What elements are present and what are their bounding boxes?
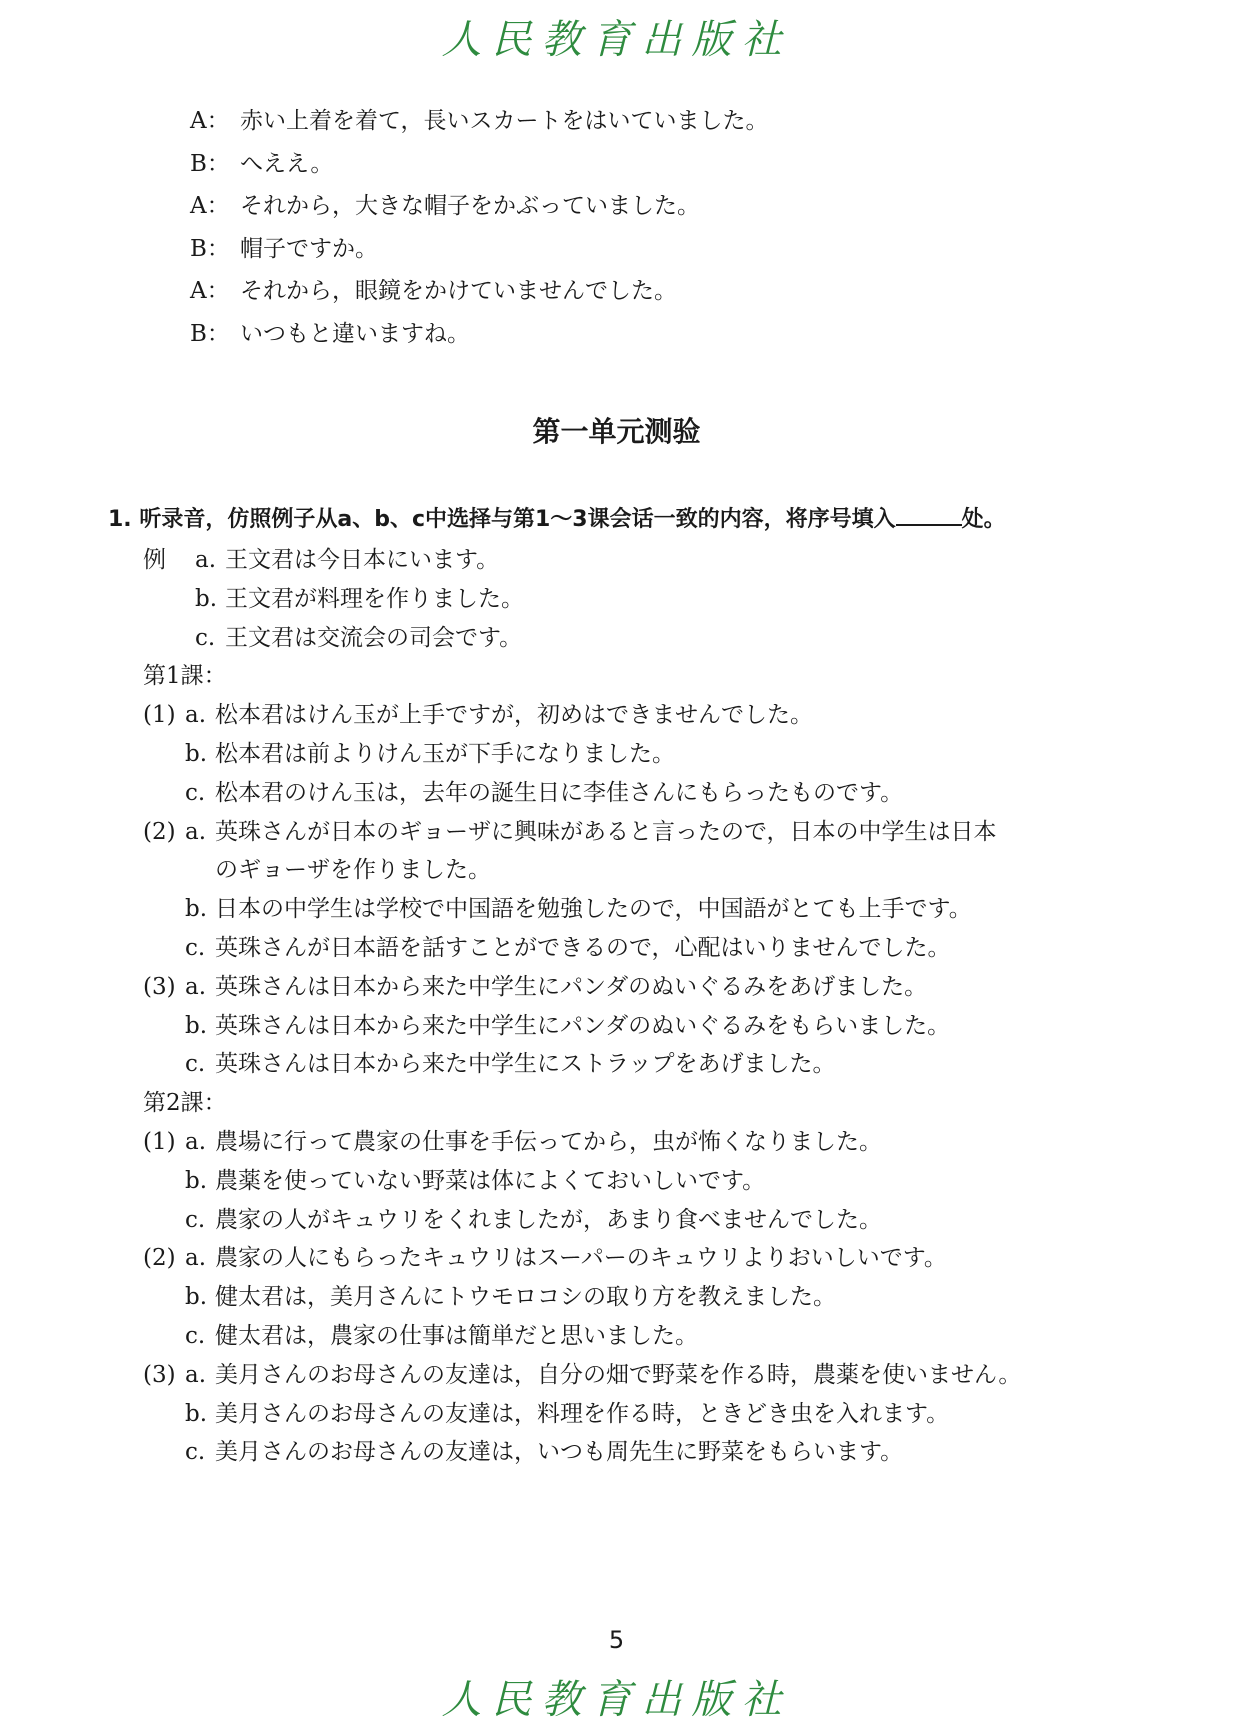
option-text: 日本の中学生は学校で中国語を勉強したので，中国語がとても上手です。	[215, 896, 972, 923]
text-row	[185, 773, 903, 813]
option-letter: c.	[185, 1051, 206, 1078]
text-row	[143, 540, 499, 580]
option-text: 美月さんのお母さんの友達は，いつも周先生に野菜をもらいます。	[215, 1439, 904, 1466]
text-row	[143, 1083, 227, 1123]
option-letter: a.	[185, 1129, 207, 1155]
option-text: 健太君は，美月さんにトウモロコシの取り方を教えました。	[215, 1284, 836, 1311]
option-text-continued: のギョーザを作りました。	[215, 857, 491, 884]
question-text-end: 处。	[961, 507, 1006, 532]
text-row	[143, 967, 927, 1007]
text-row	[185, 734, 675, 774]
option-letter: a.	[185, 702, 207, 729]
option-text: 王文君は交流会の司会です。	[225, 624, 523, 651]
dialog-text: それから，大きな帽子をかぶっていました。	[240, 193, 700, 219]
option-letter: b.	[185, 1400, 208, 1427]
text-row	[185, 1161, 765, 1201]
text-row	[185, 1277, 836, 1317]
option-text: 王文君が料理を作りました。	[225, 585, 524, 612]
option-letter: a.	[185, 973, 207, 1000]
text-row	[143, 695, 813, 735]
option-letter: c.	[185, 1206, 206, 1233]
dialog-text: それから，眼鏡をかけていませんでした。	[240, 278, 677, 304]
example-label: 例	[143, 547, 166, 573]
text-row	[195, 579, 524, 619]
option-letter: a.	[185, 1361, 207, 1388]
item-number: (3)	[143, 973, 176, 1000]
dialog-speaker: A：	[190, 193, 230, 219]
text-row	[143, 812, 997, 852]
option-text: 英珠さんは日本から来た中学生にストラップをあげました。	[215, 1051, 836, 1078]
dialog-speaker: A：	[190, 108, 230, 134]
option-letter: b.	[195, 585, 218, 612]
option-letter: c.	[185, 1439, 206, 1466]
item-number: (2)	[143, 1245, 176, 1272]
item-number: (1)	[143, 1129, 176, 1155]
option-text: 英珠さんは日本から来た中学生にパンダのぬいぐるみをあげました。	[215, 973, 928, 1000]
option-text: 松本君は前よりけん玉が下手になりました。	[215, 741, 675, 767]
option-letter: a.	[195, 547, 217, 573]
text-row	[185, 1316, 698, 1356]
option-text: 英珠さんが日本のギョーザに興味があると言ったので，日本の中学生は日本	[215, 818, 997, 845]
option-text: 松本君はけん玉が上手ですが，初めはできませんでした。	[215, 702, 813, 729]
option-text: 英珠さんが日本語を話すことができるので，心配はいりませんでした。	[215, 935, 951, 961]
option-letter: b.	[185, 896, 208, 923]
option-letter: a.	[185, 818, 207, 845]
dialog-line	[190, 228, 769, 271]
question-number: 1.	[108, 507, 132, 532]
dialog-line	[190, 143, 769, 186]
dialog-text: 帽子ですか。	[240, 235, 378, 262]
dialog-line	[190, 185, 769, 228]
option-text: 農家の人がキュウリをくれましたが，あまり食べませんでした。	[215, 1206, 882, 1233]
text-row	[195, 618, 522, 658]
option-letter: c.	[185, 779, 206, 806]
option-text: 王文君は今日本にいます。	[225, 547, 500, 573]
text-row	[185, 889, 972, 929]
text-row	[215, 850, 491, 890]
option-letter: c.	[195, 624, 216, 651]
dialog-line	[190, 100, 769, 143]
option-letter: b.	[185, 1167, 208, 1194]
dialog-speaker: B：	[190, 235, 230, 262]
text-row	[185, 1044, 836, 1084]
text-row	[143, 1238, 947, 1278]
dialog-block	[190, 100, 769, 355]
option-text: 松本君のけん玉は，去年の誕生日に李佳さんにもらったものです。	[215, 779, 904, 806]
dialog-speaker: B：	[190, 150, 230, 177]
text-row	[143, 656, 227, 696]
publisher-logo-bottom: 人民教育出版社	[441, 1677, 792, 1723]
option-letter: b.	[185, 1284, 208, 1311]
dialog-speaker: A：	[190, 278, 230, 304]
page-number: 5	[608, 1626, 625, 1654]
option-text: 農薬を使っていない野菜は体によくておいしいです。	[215, 1167, 766, 1194]
text-row	[185, 1394, 949, 1434]
text-row	[185, 1006, 950, 1046]
option-text: 美月さんのお母さんの友達は，料理を作る時，ときどき虫を入れます。	[215, 1400, 950, 1427]
text-row	[185, 1200, 882, 1240]
dialog-text: へええ。	[240, 150, 334, 177]
dialog-line	[190, 270, 769, 313]
lesson-title: 第1課：	[143, 663, 227, 690]
option-text: 英珠さんは日本から来た中学生にパンダのぬいぐるみをもらいました。	[215, 1012, 951, 1039]
text-row	[185, 928, 951, 968]
option-text: 美月さんのお母さんの友達は，自分の畑で野菜を作る時，農薬を使いません。	[215, 1361, 1022, 1388]
answer-blank	[896, 504, 962, 526]
option-letter: c.	[185, 1323, 206, 1349]
text-row	[185, 1432, 903, 1472]
dialog-text: いつもと違いますね。	[240, 320, 470, 347]
section-title: 第一单元测验	[532, 415, 701, 448]
dialog-text: 赤い上着を着て，長いスカートをはいていました。	[240, 108, 769, 134]
option-letter: b.	[185, 1012, 208, 1039]
option-text: 農家の人にもらったキュウリはスーパーのキュウリよりおいしいです。	[215, 1245, 947, 1272]
dialog-line	[190, 313, 769, 356]
option-letter: c.	[185, 935, 206, 961]
question-prompt	[108, 502, 1006, 533]
option-text: 健太君は，農家の仕事は簡単だと思いました。	[215, 1323, 698, 1349]
option-text: 農場に行って農家の仕事を手伝ってから，虫が怖くなりました。	[215, 1129, 882, 1155]
option-letter: b.	[185, 741, 208, 767]
item-number: (1)	[143, 702, 176, 729]
text-row	[143, 1355, 1021, 1395]
question-text: 听录音，仿照例子从a、b、c中选择与第1～3课会话一致的内容，将序号填入	[139, 507, 896, 532]
lesson-title: 第2課：	[143, 1090, 227, 1117]
item-number: (3)	[143, 1361, 176, 1388]
publisher-logo-top: 人民教育出版社	[441, 17, 792, 63]
text-row	[143, 1122, 882, 1162]
option-letter: a.	[185, 1245, 207, 1272]
item-number: (2)	[143, 818, 176, 845]
dialog-speaker: B：	[190, 320, 230, 347]
